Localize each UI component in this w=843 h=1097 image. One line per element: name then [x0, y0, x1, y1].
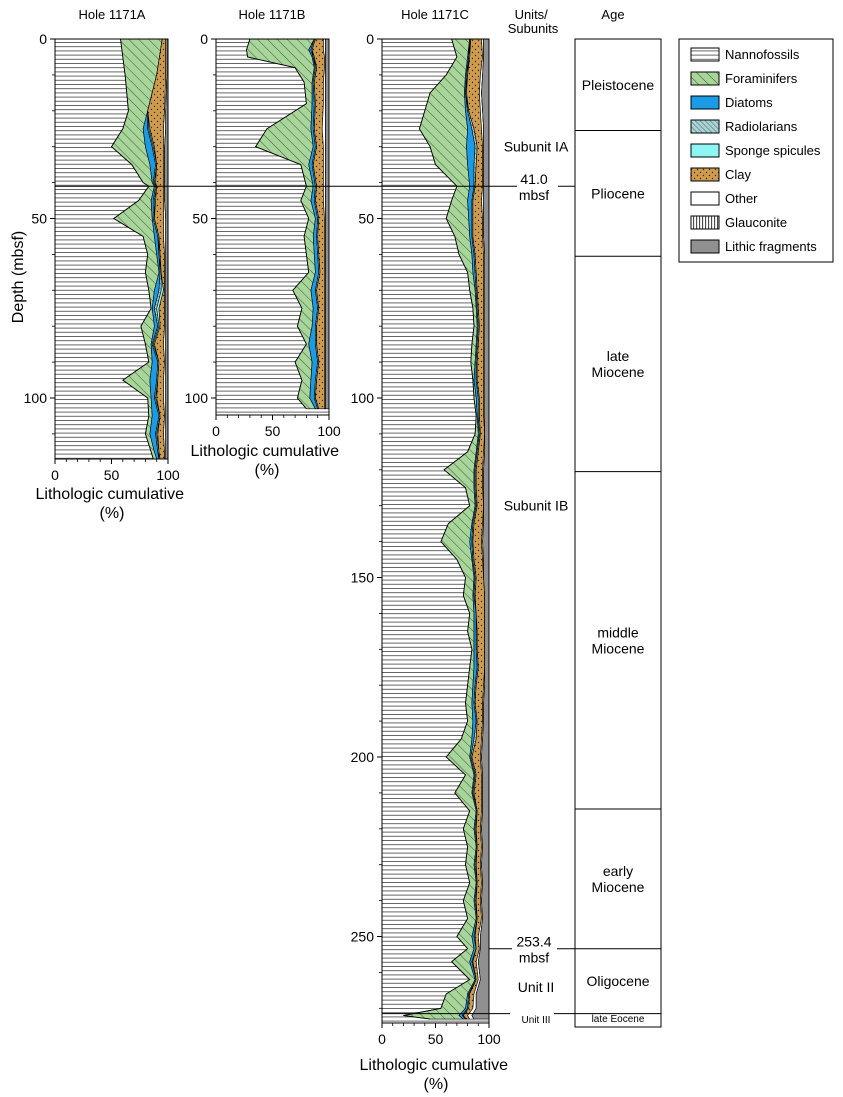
x-axis-label-b: Lithologic cumulative (%) [190, 443, 340, 479]
title-hole-a: Hole 1171A [78, 7, 146, 22]
age-label-oligocene: Oligocene [586, 973, 650, 990]
legend-swatch-other [691, 192, 719, 205]
age-label-late-eocene: late Eocene [591, 1014, 645, 1026]
y-tick-label: 100 [350, 390, 374, 406]
y-tick-label: 0 [200, 31, 208, 47]
boundary-depth-unit: mbsf [518, 949, 550, 966]
age-label-pliocene: Pliocene [591, 185, 645, 202]
legend-swatch-glauconite [691, 216, 719, 229]
legend-swatch-radiolarians [691, 120, 719, 133]
legend-swatch-lithic-fragments [691, 240, 719, 253]
title-hole-c: Hole 1171C [401, 7, 469, 22]
legend-label-lithic-fragments: Lithic fragments [725, 239, 817, 254]
x-tick-label: 100 [477, 1031, 501, 1047]
y-tick-label: 50 [192, 210, 208, 227]
y-tick-label: 100 [23, 390, 47, 406]
units-column [504, 139, 569, 1026]
unit-label-unit-iii: Unit III [521, 1015, 551, 1027]
legend-swatch-foraminifers [691, 72, 719, 85]
boundary-depth-unit: mbsf [518, 187, 550, 204]
legend-label-foraminifers: Foraminifers [725, 71, 798, 86]
legend [679, 39, 833, 262]
y-tick-label: 0 [39, 31, 47, 47]
legend-swatch-sponge-spicules [691, 144, 719, 157]
x-tick-label: 100 [317, 423, 341, 439]
age-label-early-miocene: early Miocene [591, 862, 645, 895]
x-tick-label: 50 [264, 423, 281, 439]
unit-label-subunit-ib: Subunit IB [503, 497, 569, 514]
panel-hole-1171b [185, 31, 341, 439]
age-label-pleistocene: Pleistocene [581, 76, 655, 93]
title-hole-b: Hole 1171B [238, 7, 306, 22]
x-tick-label: 0 [378, 1031, 386, 1047]
legend-label-sponge-spicules: Sponge spicules [725, 143, 821, 158]
units-header: Units/ Subunits [507, 7, 559, 36]
y-tick-label: 50 [358, 210, 374, 227]
age-header: Age [601, 7, 625, 22]
y-tick-label: 100 [184, 390, 208, 406]
y-axis-label: Depth (mbsf) [10, 230, 27, 324]
unit-label-subunit-ia: Subunit IA [503, 138, 569, 155]
y-tick-label: 150 [350, 569, 374, 586]
boundary-depth-value: 253.4 [516, 933, 552, 950]
y-tick-label: 200 [350, 749, 374, 765]
x-axis-label-c: Lithologic cumulative (%) [359, 1057, 509, 1093]
legend-swatch-clay [691, 168, 719, 181]
age-column [575, 39, 661, 1027]
legend-swatch-diatoms [691, 96, 719, 109]
panel-hole-1171a [24, 31, 180, 483]
age-label-middle-miocene: middle Miocene [591, 624, 645, 657]
legend-label-clay: Clay [725, 167, 752, 182]
x-tick-label: 0 [212, 423, 220, 439]
x-tick-label: 100 [156, 467, 180, 483]
legend-swatch-nannofossils [691, 48, 719, 61]
x-axis-label-a: Lithologic cumulative (%) [35, 486, 185, 522]
y-tick-label: 0 [366, 31, 374, 47]
x-tick-label: 50 [427, 1031, 444, 1047]
age-label-late-miocene: late Miocene [591, 347, 645, 380]
y-tick-label: 50 [31, 210, 47, 227]
y-tick-label: 250 [350, 928, 374, 945]
legend-label-radiolarians: Radiolarians [725, 119, 798, 134]
legend-label-glauconite: Glauconite [725, 215, 788, 230]
panel-hole-1171c [351, 31, 501, 1047]
unit-label-unit-ii: Unit II [517, 978, 555, 995]
x-tick-label: 50 [103, 467, 120, 483]
legend-label-nannofossils: Nannofossils [725, 47, 800, 62]
layer-lithic-fragments [326, 39, 329, 409]
legend-label-diatoms: Diatoms [725, 95, 773, 110]
legend-label-other: Other [725, 191, 758, 206]
boundary-depth-value: 41.0 [520, 171, 548, 188]
x-tick-label: 0 [51, 467, 59, 483]
